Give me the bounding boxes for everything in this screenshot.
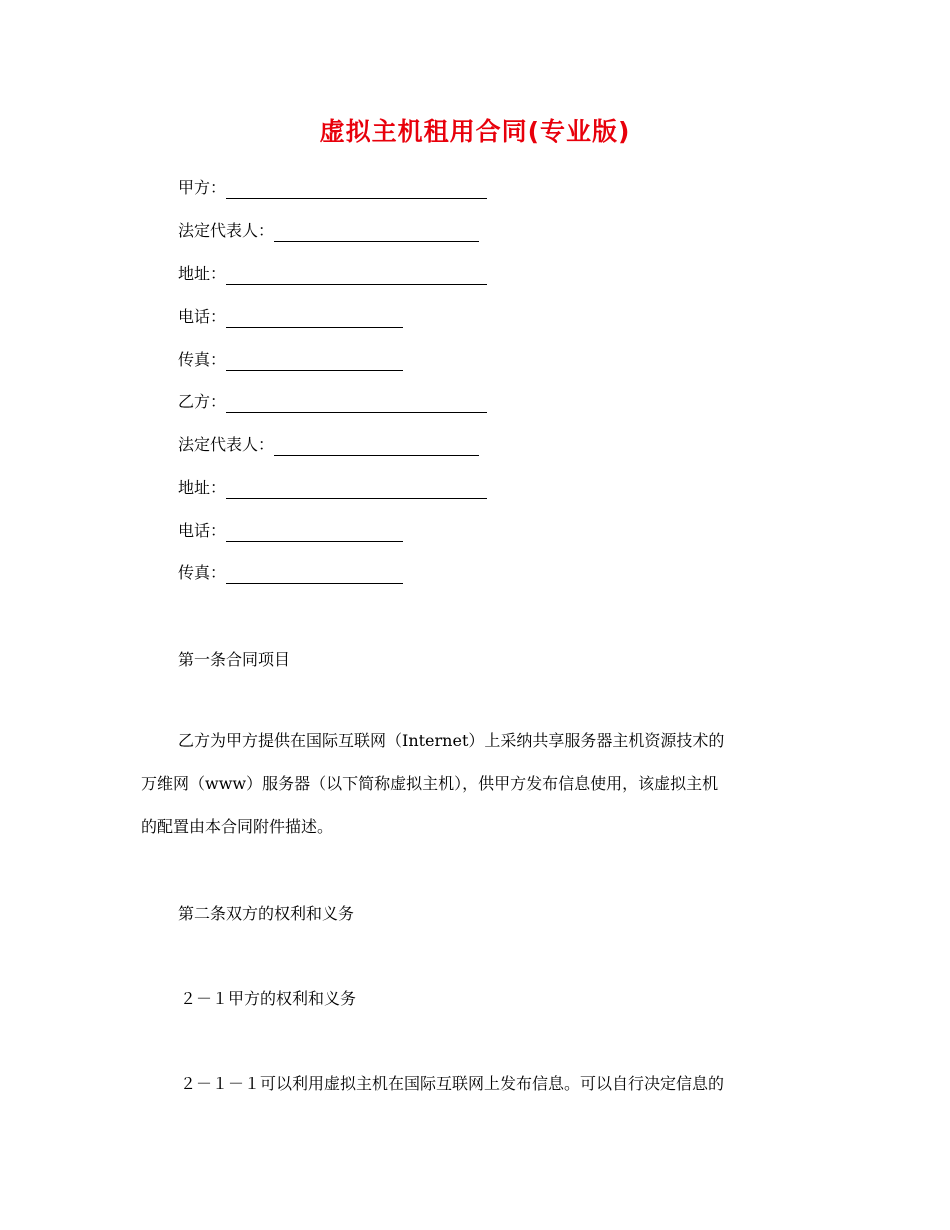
party-b-fax-blank[interactable] (226, 564, 403, 584)
party-a-label: 甲方： (178, 178, 227, 197)
party-b-phone-blank[interactable] (226, 522, 403, 542)
party-a-phone-label: 电话： (178, 307, 227, 326)
party-a-fax-field (178, 349, 403, 371)
party-b-rep-field (178, 434, 479, 456)
party-a-fax-blank[interactable] (226, 351, 403, 371)
party-b-address-field (178, 477, 487, 499)
party-a-fax-label: 传真： (178, 350, 227, 369)
article-2-heading: 第二条双方的权利和义务 (178, 904, 355, 923)
party-a-phone-blank[interactable] (226, 308, 403, 328)
party-a-address-blank[interactable] (226, 265, 487, 285)
party-a-address-field (178, 263, 487, 285)
party-a-rep-blank[interactable] (274, 222, 479, 242)
party-b-phone-field (178, 520, 403, 542)
party-b-fax-field (178, 562, 403, 584)
article-2-1-heading: ２－１甲方的权利和义务 (180, 989, 357, 1008)
party-b-label: 乙方： (178, 392, 227, 411)
article-2-1-1-text: ２－１－１可以利用虚拟主机在国际互联网上发布信息。可以自行决定信息的 (180, 1074, 725, 1093)
party-a-address-label: 地址： (178, 264, 227, 283)
party-b-address-blank[interactable] (226, 479, 487, 499)
party-b-rep-blank[interactable] (274, 436, 479, 456)
party-b-phone-label: 电话： (178, 521, 227, 540)
party-b-fax-label: 传真： (178, 563, 227, 582)
article-1-body (141, 719, 813, 848)
article-1-line: 万维网（www）服务器（以下简称虚拟主机），供甲方发布信息使用，该虚拟主机 (141, 774, 719, 793)
party-b-field (178, 391, 487, 413)
article-1-line: 的配置由本合同附件描述。 (141, 817, 334, 836)
party-b-address-label: 地址： (178, 478, 227, 497)
article-1-line: 乙方为甲方提供在国际互联网（Internet）上采纳共享服务器主机资源技术的 (178, 731, 725, 750)
article-1-heading: 第一条合同项目 (178, 650, 291, 669)
party-b-blank[interactable] (226, 393, 487, 413)
party-b-rep-label: 法定代表人： (178, 435, 275, 454)
party-a-field (178, 177, 487, 199)
party-a-rep-field (178, 220, 479, 242)
party-a-phone-field (178, 306, 403, 328)
party-a-rep-label: 法定代表人： (178, 221, 275, 240)
document-title: 虚拟主机租用合同(专业版) (319, 117, 631, 146)
party-a-blank[interactable] (226, 179, 487, 199)
